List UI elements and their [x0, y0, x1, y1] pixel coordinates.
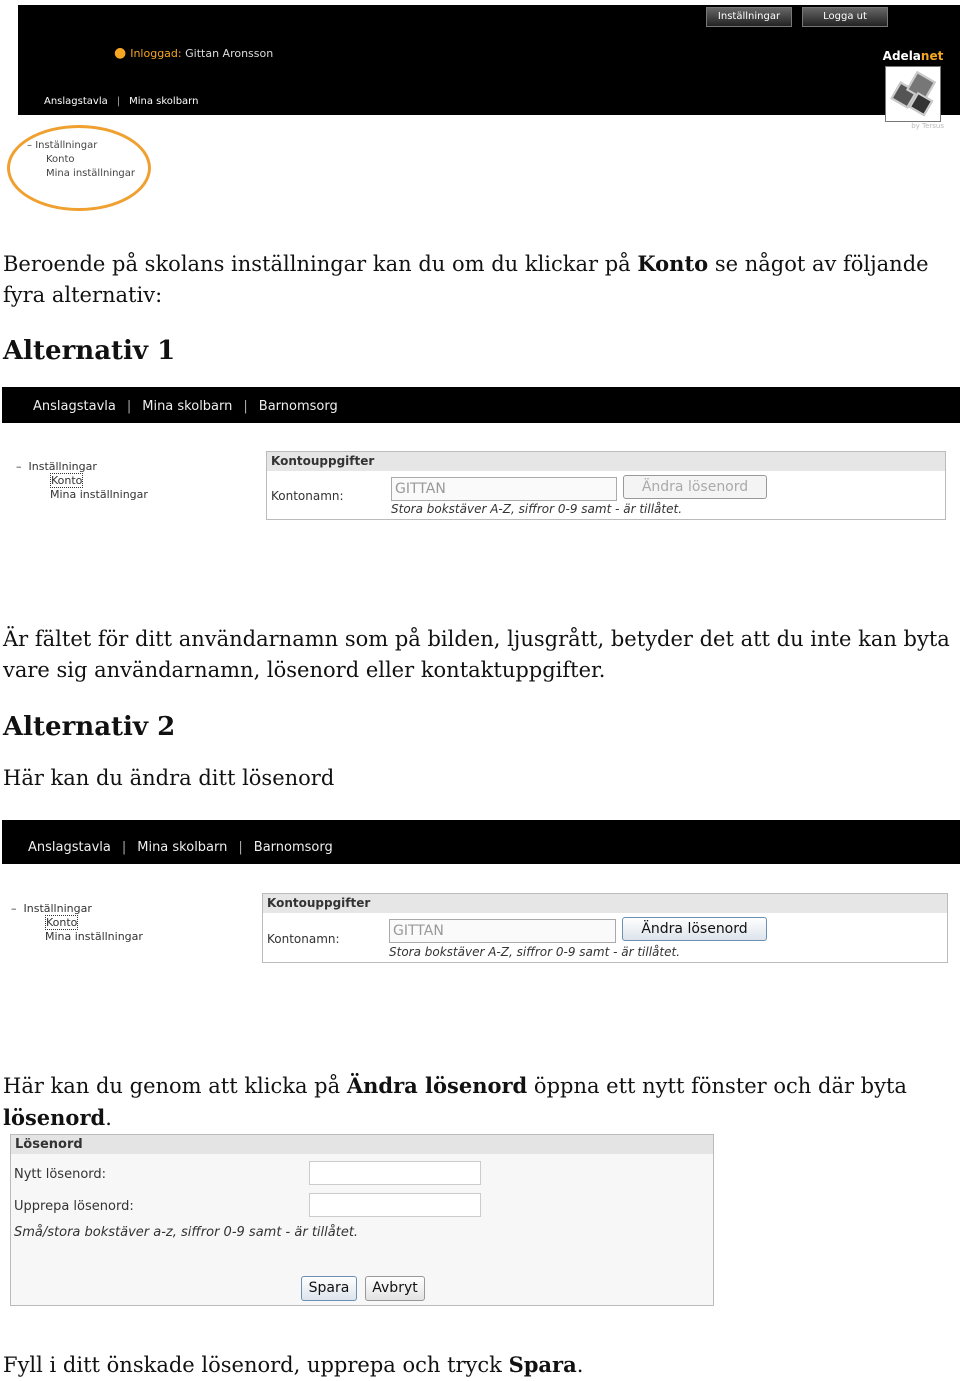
alt1-heading: Alternativ 1 — [3, 336, 176, 366]
alt2-description: Här kan du genom att klicka på Ändra lösenord öppna ett nytt fönster och där byta lösenord. — [3, 1073, 907, 1130]
nav-item-anslagstavla[interactable]: Anslagstavla — [33, 399, 116, 414]
account-name-field-disabled: GITTAN — [391, 477, 617, 501]
alt2-heading: Alternativ 2 — [3, 712, 176, 742]
alt2-subtitle: Här kan du ändra ditt lösenord — [3, 766, 335, 790]
banner-nav: Anslagstavla | Mina skolbarn — [44, 96, 199, 107]
tree-item-konto[interactable]: Konto — [51, 474, 83, 487]
alt2-account-panel — [262, 893, 948, 963]
nav-item-anslagstavla[interactable]: Anslagstavla — [44, 96, 108, 107]
panel-title: Kontouppgifter — [267, 452, 945, 471]
account-name-hint: Stora bokstäver A-Z, siffror 0-9 samt - är tillåtet. — [389, 945, 681, 959]
adelanet-logo: Adelanet by Tersus — [882, 49, 944, 130]
cancel-button[interactable]: Avbryt — [365, 1276, 425, 1301]
nav-item-mina-skolbarn[interactable]: Mina skolbarn — [129, 96, 199, 107]
panel-title: Kontouppgifter — [263, 894, 947, 913]
alt2-navbar: Anslagstavla | Mina skolbarn | Barnomsorg — [2, 820, 960, 864]
alt1-settings-tree: – Inställningar Konto Mina inställningar — [16, 460, 148, 501]
settings-button[interactable]: Inställningar — [706, 7, 792, 27]
password-form-title: Lösenord — [11, 1135, 713, 1154]
tree-item-konto[interactable]: Konto — [46, 916, 78, 929]
logo-cube-icon — [885, 66, 941, 122]
account-name-field: GITTAN — [389, 919, 616, 943]
nav-item-barnomsorg[interactable]: Barnomsorg — [258, 399, 338, 414]
account-name-hint: Stora bokstäver A-Z, siffror 0-9 samt - är tillåtet. — [391, 502, 683, 516]
tree-item-mina-installningar[interactable]: Mina inställningar — [46, 168, 136, 179]
intro-paragraph: Beroende på skolans inställningar kan du om du klickar på Konto se något av följande fyra alternativ: — [3, 251, 929, 307]
password-form — [10, 1134, 714, 1306]
account-name-label: Kontonamn: — [271, 489, 344, 503]
logout-button[interactable]: Logga ut — [802, 7, 888, 27]
settings-tree-top: – Inställningar Konto Mina inställningar — [27, 140, 136, 179]
save-button[interactable]: Spara — [301, 1276, 357, 1301]
alt1-account-panel — [266, 451, 946, 520]
nav-item-barnomsorg[interactable]: Barnomsorg — [253, 840, 333, 855]
tree-item-installningar[interactable]: Inställningar — [28, 460, 97, 473]
tree-item-installningar[interactable]: Inställningar — [35, 140, 98, 151]
repeat-password-input[interactable] — [309, 1193, 481, 1217]
tree-item-mina-installningar[interactable]: Mina inställningar — [45, 930, 143, 943]
nav-item-mina-skolbarn[interactable]: Mina skolbarn — [137, 840, 228, 855]
nav-item-anslagstavla[interactable]: Anslagstavla — [28, 840, 111, 855]
account-name-label: Kontonamn: — [267, 932, 340, 946]
alt2-settings-tree: – Inställningar Konto Mina inställningar — [11, 902, 143, 943]
portal-banner — [18, 5, 960, 130]
change-password-button[interactable]: Ändra lösenord — [622, 917, 767, 941]
tree-item-installningar[interactable]: Inställningar — [23, 902, 92, 915]
logged-in-status: ● Inloggad: Gittan Aronsson — [114, 45, 274, 61]
final-instruction: Fyll i ditt önskade lösenord, upprepa och tryck Spara. — [3, 1352, 584, 1377]
tree-item-mina-installningar[interactable]: Mina inställningar — [50, 488, 148, 501]
password-hint: Små/stora bokstäver a-z, siffror 0-9 samt - är tillåtet. — [14, 1225, 359, 1240]
repeat-password-label: Upprepa lösenord: — [14, 1199, 134, 1214]
nav-item-mina-skolbarn[interactable]: Mina skolbarn — [142, 399, 233, 414]
status-dot-icon: ● — [114, 45, 127, 61]
new-password-label: Nytt lösenord: — [14, 1167, 107, 1182]
alt1-navbar: Anslagstavla | Mina skolbarn | Barnomsorg — [2, 387, 960, 423]
tree-item-konto[interactable]: Konto — [46, 154, 75, 165]
change-password-button-disabled: Ändra lösenord — [623, 475, 767, 499]
alt1-description: Är fältet för ditt användarnamn som på bilden, ljusgrått, betyder det att du inte kan byta vare sig användarnamn, lösenord eller kontaktuppgifter. — [3, 627, 950, 682]
new-password-input[interactable] — [309, 1161, 481, 1185]
